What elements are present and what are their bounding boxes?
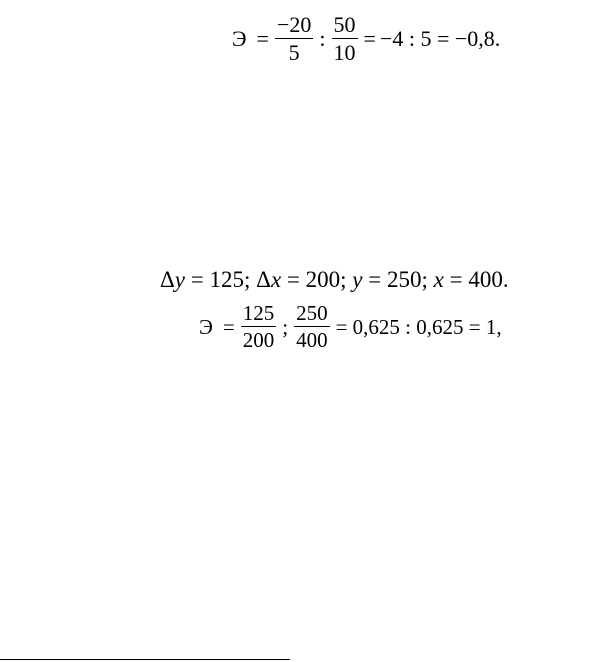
footnote-divider [0,659,290,660]
elasticity-formula-2 [199,303,506,351]
fraction-2-denominator: 10 [333,40,356,65]
equals-sign: = [256,26,269,51]
elasticity-symbol: Э [232,26,247,51]
division-sign: : [319,26,326,51]
fraction-1-numerator: −20 [276,12,312,37]
fraction-2 [332,14,358,64]
fraction-2-numerator: 50 [333,12,356,37]
fraction-1-denominator: 5 [288,40,300,65]
value-delta-y: = 125; [185,267,257,292]
fraction-bar [332,38,358,39]
result-expression: −4 : 5 = −0,8. [379,26,501,51]
delta-symbol: Δ [256,267,271,292]
given-values-line [160,268,509,291]
delta-symbol: Δ [160,267,175,292]
variable-x: x [433,267,444,292]
equals-sign: = [363,26,376,51]
variable-y: y [174,267,186,292]
variable-y: y [352,267,363,292]
division-sign: ; [282,314,289,339]
value-delta-x: = 200; [281,267,353,292]
fraction-2 [294,303,330,351]
value-y: = 250; [362,267,434,292]
fraction-2-numerator: 250 [296,301,328,325]
fraction-bar [241,326,277,327]
fraction-bar [275,38,313,39]
fraction-1-numerator: 125 [242,301,275,325]
value-x: = 400. [443,267,509,292]
elasticity-symbol: Э [199,314,213,339]
result-expression: = 0,625 : 0,625 = 1, [335,314,502,339]
elasticity-formula-1 [232,14,500,64]
fraction-1-denominator: 200 [242,328,275,352]
fraction-1 [275,14,313,64]
fraction-bar [294,326,330,327]
variable-x: x [270,267,282,292]
fraction-2-denominator: 400 [296,328,328,352]
equals-sign: = [222,314,235,339]
fraction-1 [241,303,277,351]
